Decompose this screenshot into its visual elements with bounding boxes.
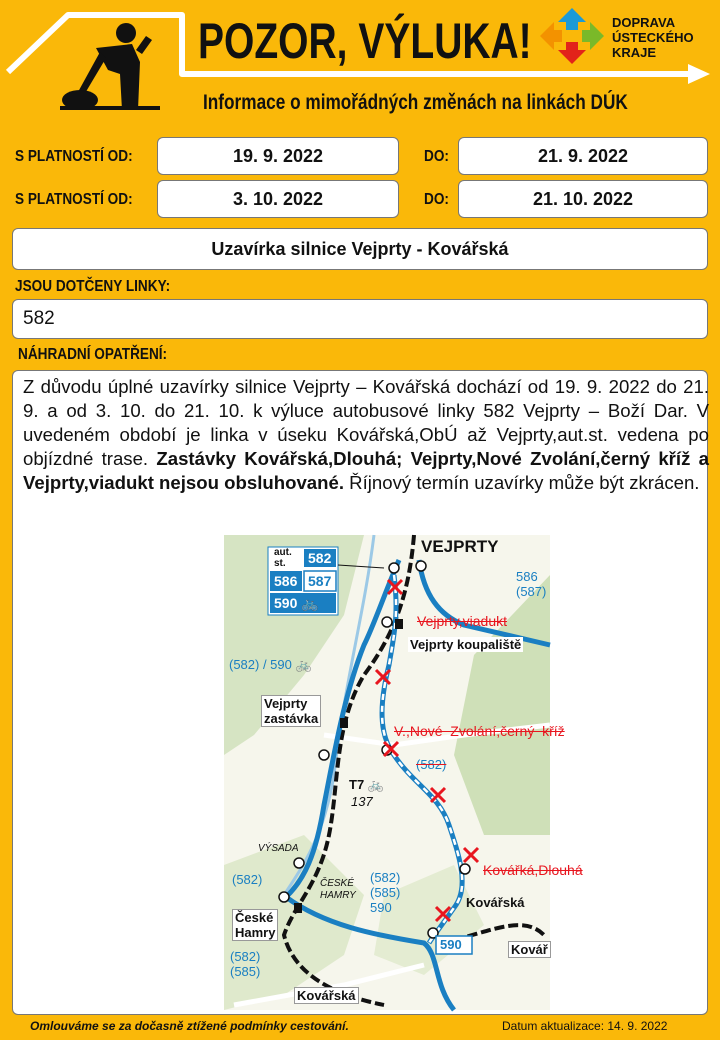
- label-ceske-hamry-area: ČESKÉ HAMRY: [320, 878, 356, 901]
- label-582-590: [229, 657, 312, 673]
- page-subtitle: Informace o mimořádných změnách na linkách DÚK: [203, 91, 628, 114]
- badge-590-text: 590: [274, 595, 298, 611]
- label-586-587: 586 (587): [516, 569, 547, 599]
- stop-kovarska-dlouha: Kovářká,Dlouhá: [483, 862, 583, 878]
- bicycle-icon: 🚲: [295, 657, 312, 672]
- valid-from-label: S PLATNOSTÍ OD:: [15, 148, 133, 165]
- valid-to-date: 21. 9. 2022: [458, 137, 708, 175]
- stop-vejprty-koupaliste: Vejprty koupaliště: [410, 637, 522, 652]
- valid-to-label: DO:: [424, 191, 449, 208]
- valid-from-date: 19. 9. 2022: [157, 137, 399, 175]
- measures-text-2: Říjnový termín uzavírky může být zkrácen.: [344, 472, 700, 493]
- label-vysada: VÝSADA: [258, 843, 299, 854]
- valid-to-label: DO:: [424, 148, 449, 165]
- badge-582: 582: [308, 550, 332, 566]
- bicycle-icon: 🚲: [301, 595, 319, 611]
- bicycle-icon: 🚲: [367, 777, 384, 792]
- footer-apology: Omlouváme se za dočasně ztížené podmínky cestování.: [30, 1019, 349, 1033]
- label-582-585-590: (582) (585) 590: [370, 870, 401, 915]
- affected-lines-label: JSOU DOTČENY LINKY:: [15, 278, 171, 295]
- label-582-585-bottom: (582) (585): [230, 949, 261, 979]
- label-582-590-text: (582) / 590: [229, 657, 292, 672]
- badge-586: 586: [274, 573, 298, 589]
- label-582-crossed: (582): [416, 757, 447, 772]
- badge-587: 587: [308, 573, 332, 589]
- stop-nove-zvolani: V.,Nové Zvolání,černý kříž: [394, 723, 565, 739]
- label-582-left: (582): [232, 872, 263, 887]
- stop-kovarska: Kovářská: [466, 895, 525, 910]
- measures-label: NÁHRADNÍ OPATŘENÍ:: [18, 346, 168, 363]
- route-map: [224, 535, 583, 1010]
- valid-to-date: 21. 10. 2022: [458, 180, 708, 218]
- road-worker-icon: [60, 23, 160, 110]
- label-t7-text: T7: [349, 777, 365, 792]
- duk-logo-icon: [540, 8, 604, 64]
- stop-kovarska-bottom: Kovářská: [294, 987, 359, 1004]
- measures-text-bold: Zastávky Kovářská,Dlouhá; Vejprty,Nové Zvolání,černý kříž a Vejprty,viadukt nejsou obsluhované.: [23, 448, 709, 493]
- header: [0, 0, 720, 128]
- badge-aut-st: aut. st.: [274, 547, 292, 569]
- affected-lines-value: 582: [12, 299, 708, 339]
- stop-vejprty-viadukt: Vejprty,viadukt: [417, 613, 508, 629]
- label-t7: [349, 777, 384, 793]
- badge-590-bottom: 590: [440, 937, 462, 952]
- valid-from-date: 3. 10. 2022: [157, 180, 399, 218]
- arrow-head-icon: [688, 64, 710, 84]
- town-label-vejprty: VEJPRTY: [421, 537, 499, 556]
- label-137: 137: [351, 794, 373, 809]
- badge-590: [274, 595, 319, 612]
- closure-title: Uzavírka silnice Vejprty - Kovářská: [12, 228, 708, 270]
- stop-vejprty-zastavka: Vejprty zastávka: [261, 695, 321, 727]
- valid-from-label: S PLATNOSTÍ OD:: [15, 191, 133, 208]
- stop-kovar-right: Kovář: [508, 941, 551, 958]
- footer-updated: Datum aktualizace: 14. 9. 2022: [502, 1019, 668, 1033]
- measures-text: [23, 375, 709, 495]
- stop-ceske-hamry: České Hamry: [232, 909, 278, 941]
- page-title: POZOR, VÝLUKA!: [198, 13, 532, 69]
- logo-text: DOPRAVA ÚSTECKÉHO KRAJE: [612, 15, 694, 60]
- measures-text-1: Z důvodu úplné uzavírky silnice Vejprty – Kovářská dochází od 19. 9. 2022 do 21. 9. a od 3. 10. do 21. 10. k výluce autobusové linky 582 Vejprty – Boží Dar. V uvedeném období je linka v úseku Kovářská,ObÚ až Vejprty,aut.st. vedena po objízdné trase.: [23, 376, 709, 469]
